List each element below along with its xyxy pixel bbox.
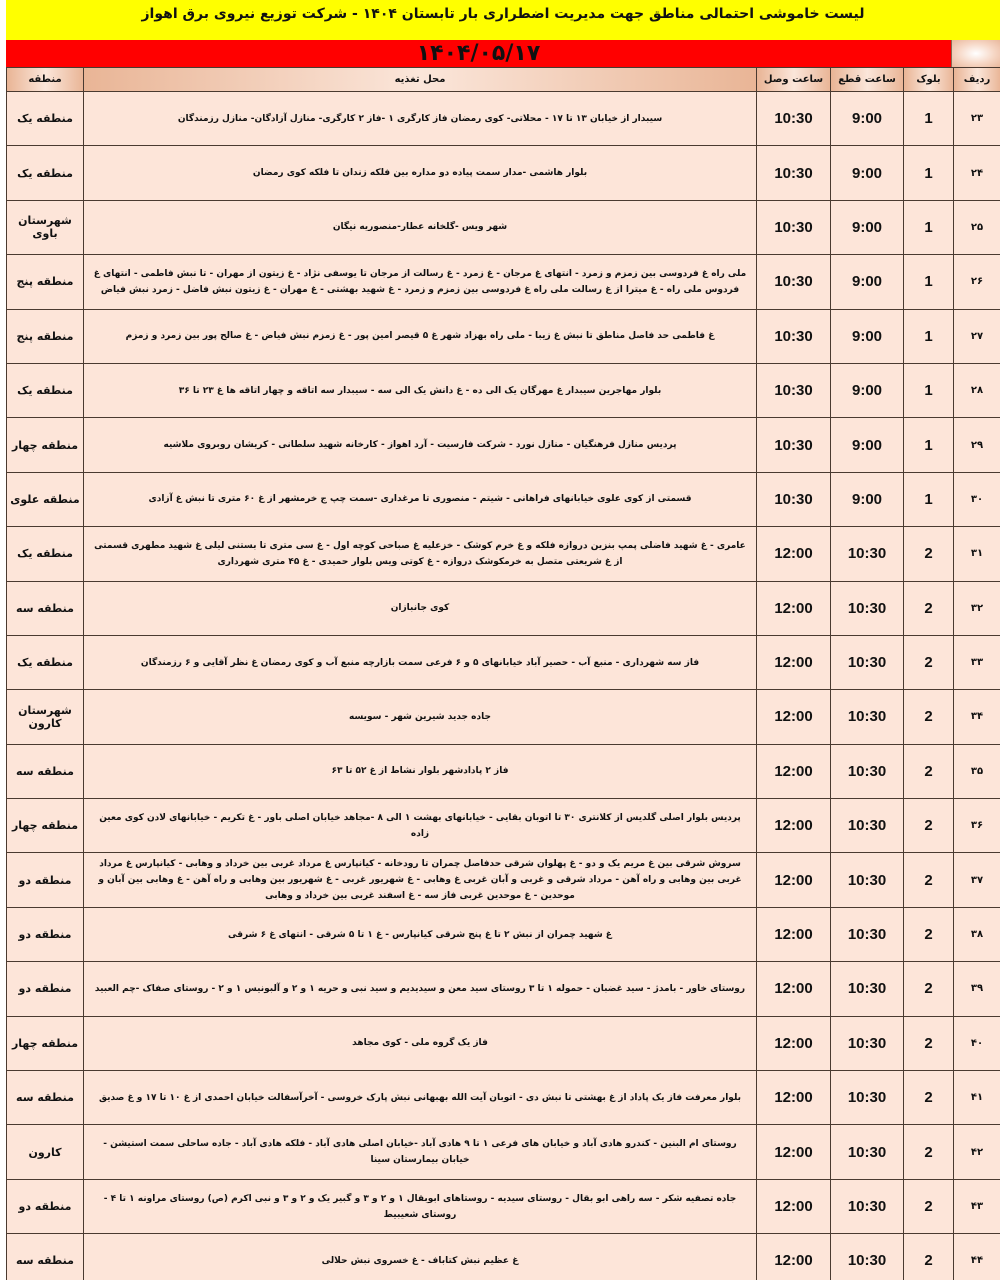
row-number-cell: ۳۱	[954, 527, 1000, 581]
block-cell: 2	[904, 853, 954, 907]
location-cell: فاز ۲ پادادشهر بلوار نشاط از غ ۵۲ تا ۶۳	[84, 744, 757, 798]
cut-time-cell: 10:30	[831, 635, 904, 689]
table-row	[7, 255, 1000, 309]
cut-time-cell: 10:30	[831, 690, 904, 744]
block-cell: 2	[904, 962, 954, 1016]
row-number-cell: ۲۶	[954, 255, 1000, 309]
cut-time-cell: 10:30	[831, 1234, 904, 1280]
cut-time-cell: 9:00	[831, 418, 904, 472]
location-cell: غ فاطمی حد فاصل مناطق تا نبش غ زیبا - ملی راه بهزاد شهر غ ۵ قیصر امین پور - غ زمزم نبش فیاض - غ صالح پور بین زمرد و زمزم	[84, 309, 757, 363]
column-header-row-number: ردیف	[954, 68, 1000, 92]
row-number-cell: ۳۹	[954, 962, 1000, 1016]
table-row	[7, 799, 1000, 853]
region-cell: منطقه چهار	[7, 799, 84, 853]
block-cell: 2	[904, 1071, 954, 1125]
cut-time-cell: 9:00	[831, 309, 904, 363]
column-header-location: محل تغذیه	[84, 68, 757, 92]
reconnect-time-cell: 10:30	[757, 363, 831, 417]
row-number-cell: ۲۹	[954, 418, 1000, 472]
reconnect-time-cell: 12:00	[757, 1125, 831, 1179]
row-number-cell: ۳۷	[954, 853, 1000, 907]
table-row	[7, 1234, 1000, 1280]
reconnect-time-cell: 10:30	[757, 472, 831, 526]
row-number-cell: ۳۴	[954, 690, 1000, 744]
table-row	[7, 418, 1000, 472]
table-header-row	[7, 68, 1000, 92]
reconnect-time-cell: 12:00	[757, 907, 831, 961]
cut-time-cell: 10:30	[831, 1071, 904, 1125]
block-cell: 1	[904, 472, 954, 526]
block-cell: 2	[904, 581, 954, 635]
region-cell: منطقه سه	[7, 744, 84, 798]
cut-time-cell: 9:00	[831, 363, 904, 417]
row-number-cell: ۲۴	[954, 146, 1000, 200]
location-cell: جاده جدید شیرین شهر - سویسه	[84, 690, 757, 744]
location-cell: فاز سه شهرداری - منبع آب - حصیر آباد خیابانهای ۵ و ۶ فرعی سمت بازارچه منبع آب و کوی رمضان غ نظر آقایی و ۶ رزمندگان	[84, 635, 757, 689]
block-cell: 1	[904, 363, 954, 417]
row-number-cell: ۴۳	[954, 1179, 1000, 1233]
cut-time-cell: 10:30	[831, 907, 904, 961]
reconnect-time-cell: 12:00	[757, 581, 831, 635]
cut-time-cell: 10:30	[831, 853, 904, 907]
block-cell: 2	[904, 744, 954, 798]
table-row	[7, 962, 1000, 1016]
row-number-cell: ۳۸	[954, 907, 1000, 961]
table-row	[7, 853, 1000, 907]
cut-time-cell: 10:30	[831, 962, 904, 1016]
row-number-cell: ۳۲	[954, 581, 1000, 635]
table-row	[7, 1071, 1000, 1125]
region-cell: منطقه دو	[7, 907, 84, 961]
cut-time-cell: 10:30	[831, 527, 904, 581]
reconnect-time-cell: 10:30	[757, 255, 831, 309]
block-cell: 1	[904, 146, 954, 200]
row-number-cell: ۳۶	[954, 799, 1000, 853]
reconnect-time-cell: 12:00	[757, 1071, 831, 1125]
table-row	[7, 527, 1000, 581]
reconnect-time-cell: 12:00	[757, 744, 831, 798]
row-number-cell: ۴۴	[954, 1234, 1000, 1280]
table-row	[7, 200, 1000, 254]
block-cell: 2	[904, 690, 954, 744]
table-row	[7, 1179, 1000, 1233]
reconnect-time-cell: 12:00	[757, 962, 831, 1016]
table-row	[7, 92, 1000, 146]
row-number-cell: ۲۸	[954, 363, 1000, 417]
cut-time-cell: 10:30	[831, 1125, 904, 1179]
cut-time-cell: 10:30	[831, 744, 904, 798]
region-cell: منطقه دو	[7, 962, 84, 1016]
location-cell: پردیس منازل فرهنگیان - منازل نورد - شرکت فارسیت - آرد اهواز - کارخانه شهید سلطانی - کریشان روبروی ملاشیه	[84, 418, 757, 472]
reconnect-time-cell: 12:00	[757, 1179, 831, 1233]
cut-time-cell: 9:00	[831, 200, 904, 254]
region-cell: کارون	[7, 1125, 84, 1179]
location-cell: ملی راه غ فردوسی بین زمزم و زمرد - انتهای غ مرجان - غ زمرد - غ رسالت از مرجان تا یوسفی نژاد - غ زیتون از مهران - تا نبش فاطمی - انتهای غ فردوس ملی راه - غ میترا از غ رسالت ملی راه غ فردوسی بین زمزم و زمرد - غ شهید بهشتی - غ مهران - غ زیتون نبش فاضل - زمرد نبش فیاض	[84, 255, 757, 309]
region-cell: منطقه یک	[7, 146, 84, 200]
page-title: لیست خاموشی احتمالی مناطق جهت مدیریت اضطراری بار تابستان ۱۴۰۴ - شرکت توزیع نیروی برق اهواز	[6, 0, 1000, 40]
reconnect-time-cell: 10:30	[757, 200, 831, 254]
region-cell: منطقه چهار	[7, 418, 84, 472]
row-number-cell: ۳۰	[954, 472, 1000, 526]
block-cell: 1	[904, 92, 954, 146]
corner-cell	[951, 40, 1000, 67]
reconnect-time-cell: 12:00	[757, 690, 831, 744]
table-row	[7, 472, 1000, 526]
column-header-block: بلوک	[904, 68, 954, 92]
location-cell: روستای ام البنین - کندرو هادی آباد و خیابان های فرعی ۱ تا ۹ هادی آباد -خیابان اصلی هادی آباد - فلکه هادی آباد - جاده ساحلی سمت استیشن - خیابان بیمارستان سینا	[84, 1125, 757, 1179]
block-cell: 2	[904, 635, 954, 689]
reconnect-time-cell: 12:00	[757, 1016, 831, 1070]
location-cell: کوی جانبازان	[84, 581, 757, 635]
row-number-cell: ۴۰	[954, 1016, 1000, 1070]
row-number-cell: ۴۲	[954, 1125, 1000, 1179]
region-cell: منطقه یک	[7, 363, 84, 417]
region-cell: منطقه یک	[7, 527, 84, 581]
location-cell: غ شهید چمران از نبش ۲ تا غ پنج شرقی کیانپارس - غ ۱ تا ۵ شرقی - انتهای غ ۶ شرقی	[84, 907, 757, 961]
table-row	[7, 635, 1000, 689]
row-number-cell: ۲۳	[954, 92, 1000, 146]
location-cell: قسمتی از کوی علوی خیابانهای فراهانی - شیتم - منصوری تا مرغداری -سمت چپ ج خرمشهر از غ ۶۰ متری تا نبش غ آزادی	[84, 472, 757, 526]
block-cell: 2	[904, 907, 954, 961]
table-row	[7, 907, 1000, 961]
table-row	[7, 309, 1000, 363]
location-cell: روستای خاور - بامدژ - سید غضبان - حموله ۱ تا ۳ روستای سید معن و سیدیدیم و سید نبی و حریه ۱ و ۲ و آلبونیس ۱ و ۲ - روستای صفاک -چم العبید	[84, 962, 757, 1016]
region-cell: منطقه پنج	[7, 309, 84, 363]
table-row	[7, 146, 1000, 200]
block-cell: 2	[904, 1179, 954, 1233]
cut-time-cell: 10:30	[831, 1016, 904, 1070]
location-cell: بلوار هاشمی -مدار سمت پیاده دو مداره بین فلکه زندان تا فلکه کوی رمضان	[84, 146, 757, 200]
location-cell: بلوار معرفت فاز یک پاداد از غ بهشتی تا نبش دی - اتوبان آیت الله بهبهانی نبش پارک خروسی - آخرآسفالت خیابان احمدی از غ ۱۰ تا ۱۷ و غ صدیق	[84, 1071, 757, 1125]
region-cell: شهرستان باوی	[7, 200, 84, 254]
reconnect-time-cell: 10:30	[757, 418, 831, 472]
cut-time-cell: 9:00	[831, 146, 904, 200]
column-header-reconnect-time: ساعت وصل	[757, 68, 831, 92]
cut-time-cell: 9:00	[831, 255, 904, 309]
block-cell: 2	[904, 1125, 954, 1179]
block-cell: 2	[904, 799, 954, 853]
block-cell: 2	[904, 1234, 954, 1280]
region-cell: منطقه علوی	[7, 472, 84, 526]
location-cell: فاز یک گروه ملی - کوی مجاهد	[84, 1016, 757, 1070]
block-cell: 2	[904, 1016, 954, 1070]
location-cell: سیبدار از خیابان ۱۳ تا ۱۷ - محلاتی- کوی رمضان فاز کارگری ۱ -فاز ۲ کارگری- منازل آزادگان- منازل رزمندگان	[84, 92, 757, 146]
row-number-cell: ۴۱	[954, 1071, 1000, 1125]
location-cell: بلوار مهاجرین سیبدار غ مهرگان یک الی ده - غ دانش یک الی سه - سیبدار سه اتاقه و چهار اتاقه ها غ ۲۳ تا ۳۶	[84, 363, 757, 417]
cut-time-cell: 10:30	[831, 799, 904, 853]
column-header-cut-time: ساعت قطع	[831, 68, 904, 92]
cut-time-cell: 9:00	[831, 472, 904, 526]
row-number-cell: ۲۵	[954, 200, 1000, 254]
region-cell: شهرستان کارون	[7, 690, 84, 744]
region-cell: منطقه پنج	[7, 255, 84, 309]
block-cell: 1	[904, 309, 954, 363]
table-row	[7, 1016, 1000, 1070]
location-cell: سروش شرقی بین غ مریم یک و دو - غ پهلوان شرقی حدفاصل چمران تا رودخانه - کیانپارس غ مرداد غربی بین خرداد و وهابی - کیانپارس غ مرداد غربی بین وهابی و راه آهن - مرداد شرقی و غربی و آبان غربی غ وهابی - غ شهریور غربی - غ شهریور بین وهابی و راه آهن - غ وهابی بین آبان و موحدین - غ موحدین غربی فاز سه - غ اسفند غربی بین خرداد و وهابی	[84, 853, 757, 907]
location-cell: پردیس بلوار اصلی گلدیس از کلانتری ۳۰ تا اتوبان بقایی - خیابانهای بهشت ۱ الی ۸ -مجاهد خیابان اصلی باور - غ تکریم - خیابانهای لادن کوی معین زاده	[84, 799, 757, 853]
schedule-date: ۱۴۰۴/۰۵/۱۷	[6, 40, 951, 67]
location-cell: شهر ویس -گلخانه عطار-منصوریه نیگان	[84, 200, 757, 254]
region-cell: منطقه سه	[7, 581, 84, 635]
reconnect-time-cell: 12:00	[757, 635, 831, 689]
table-row	[7, 363, 1000, 417]
region-cell: منطقه سه	[7, 1234, 84, 1280]
outage-table	[6, 67, 1000, 1280]
block-cell: 1	[904, 418, 954, 472]
region-cell: منطقه دو	[7, 1179, 84, 1233]
region-cell: منطقه سه	[7, 1071, 84, 1125]
cut-time-cell: 10:30	[831, 1179, 904, 1233]
table-row	[7, 581, 1000, 635]
region-cell: منطقه چهار	[7, 1016, 84, 1070]
table-row	[7, 744, 1000, 798]
reconnect-time-cell: 12:00	[757, 799, 831, 853]
location-cell: جاده تصفیه شکر - سه راهی ابو بقال - روستای سیدیه - روستاهای ابوبقال ۱ و ۲ و ۳ و گبیر یک و ۲ و ۳ و نبی اکرم (ص) روستای مراونه ۱ تا ۴ - روستای شعیبیط	[84, 1179, 757, 1233]
reconnect-time-cell: 10:30	[757, 146, 831, 200]
reconnect-time-cell: 12:00	[757, 853, 831, 907]
region-cell: منطقه دو	[7, 853, 84, 907]
row-number-cell: ۳۵	[954, 744, 1000, 798]
location-cell: غ عظیم نبش کتاباف - غ خسروی نبش حلالی	[84, 1234, 757, 1280]
reconnect-time-cell: 10:30	[757, 92, 831, 146]
cut-time-cell: 9:00	[831, 92, 904, 146]
cut-time-cell: 10:30	[831, 581, 904, 635]
reconnect-time-cell: 12:00	[757, 1234, 831, 1280]
reconnect-time-cell: 10:30	[757, 309, 831, 363]
block-cell: 1	[904, 200, 954, 254]
row-number-cell: ۲۷	[954, 309, 1000, 363]
region-cell: منطقه یک	[7, 635, 84, 689]
row-number-cell: ۳۳	[954, 635, 1000, 689]
column-header-region: منطقه	[7, 68, 84, 92]
location-cell: عامری - غ شهید فاضلی پمپ بنزین دروازه فلکه و غ خرم کوشک - خزعلیه غ صباحی کوچه اول - غ سی متری تا بستنی لیلی غ شهید مطهری قسمتی از غ شریعتی متصل به خرمکوشک دروازه - غ کوتی ویس بلوار حمیدی - غ ۴۵ متری شهرداری	[84, 527, 757, 581]
block-cell: 2	[904, 527, 954, 581]
block-cell: 1	[904, 255, 954, 309]
region-cell: منطقه یک	[7, 92, 84, 146]
table-row	[7, 690, 1000, 744]
table-row	[7, 1125, 1000, 1179]
reconnect-time-cell: 12:00	[757, 527, 831, 581]
